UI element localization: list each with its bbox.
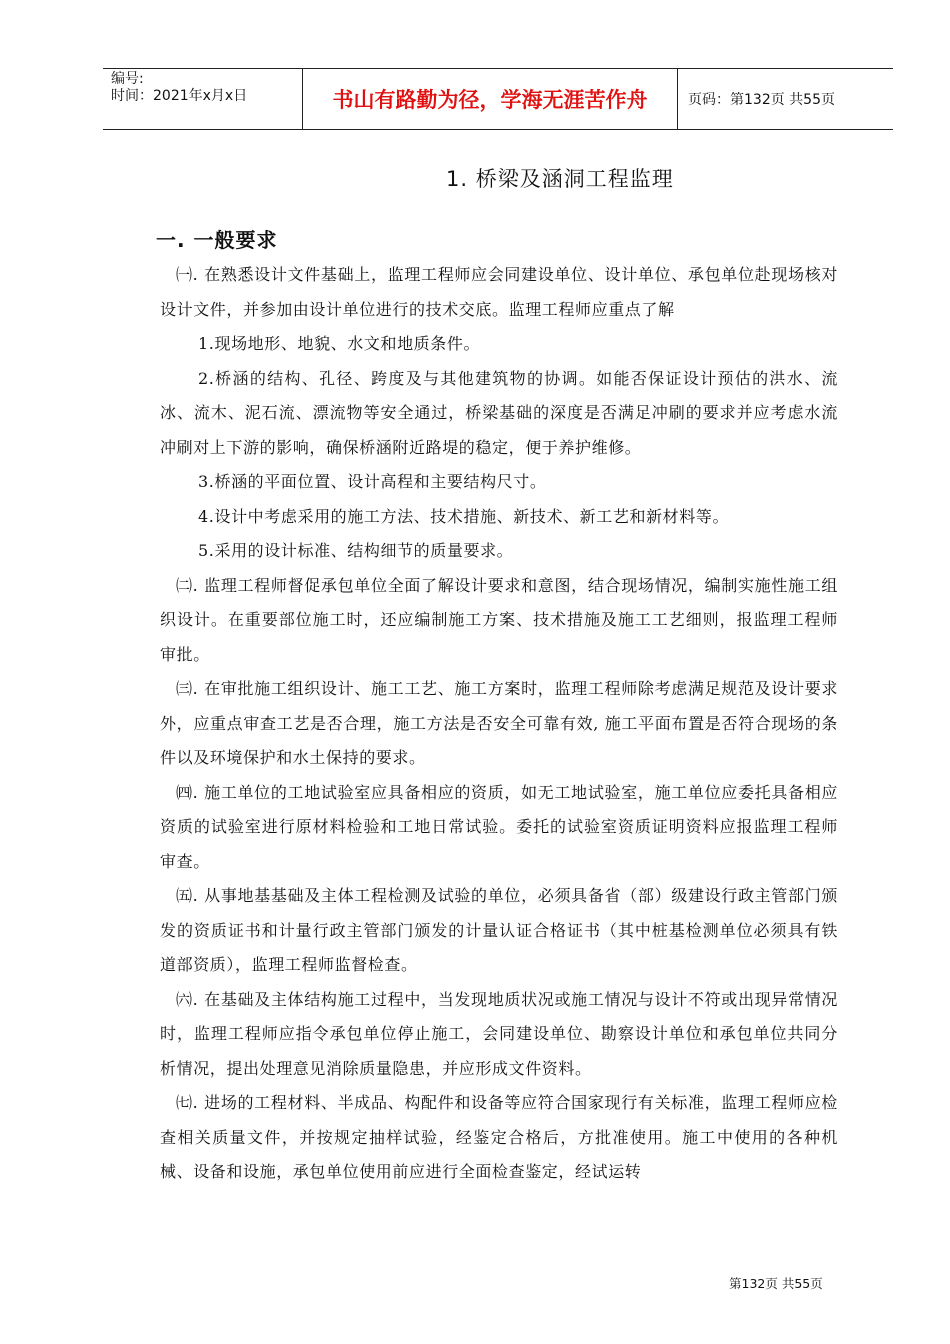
clause-paragraph: ㈢. 在审批施工组织设计、施工工艺、施工方案时，监理工程师除考虑满足规范及设计要求外，应重点审查工艺是否合理，施工方法是否安全可靠有效, 施工平面布置是否符合现场的条件以及环境保护和水土保持的要求。 xyxy=(160,679,838,767)
clause-paragraph: ㈦. 进场的工程材料、半成品、构配件和设备等应符合国家现行有关标准，监理工程师应检查相关质量文件，并按规定抽样试验，经鉴定合格后，方批准使用。施工中使用的各种机械、设备和设施，承包单位使用前应进行全面检查鉴定，经试运转 xyxy=(160,1093,838,1181)
list-item: 5.采用的设计标准、结构细节的质量要求。 xyxy=(198,541,514,560)
list-item: 2.桥涵的结构、孔径、跨度及与其他建筑物的协调。如能否保证设计预估的洪水、流冰、流木、泥石流、漂流物等安全通过，桥梁基础的深度是否满足冲刷的要求并应考虑水流冲刷对上下游的影响，确保桥涵附近路堤的稳定，便于养护维修。 xyxy=(160,368,838,457)
number-label: 编号: xyxy=(111,71,144,87)
page-footer: 第132页 共55页 xyxy=(729,1276,823,1291)
header-meta xyxy=(103,69,303,129)
clause-paragraph: ㈡. 监理工程师督促承包单位全面了解设计要求和意图，结合现场情况，编制实施性施工组织设计。在重要部位施工时，还应编制施工方案、技术措施及施工工艺细则，报监理工程师审批。 xyxy=(160,575,838,664)
header-page-number: 页码：第132页 共55页 xyxy=(688,92,835,108)
section-heading: 一. 一般要求 xyxy=(156,228,278,252)
clause-paragraph: ㈣. 施工单位的工地试验室应具备相应的资质，如无工地试验室，施工单位应委托具备相应资质的试验室进行原材料检验和工地日常试验。委托的试验室资质证明资料应报监理工程师审查。 xyxy=(160,782,838,871)
clause-paragraph: ㈥. 在基础及主体结构施工过程中，当发现地质状况或施工情况与设计不符或出现异常情况时，监理工程师应指令承包单位停止施工，会同建设单位、勘察设计单位和承包单位共同分析情况，提出处理意见消除质量隐患，并应形成文件资料。 xyxy=(160,989,838,1078)
document-title: 1. 桥梁及涵洞工程监理 xyxy=(446,167,674,191)
body-text xyxy=(160,258,838,1190)
page-header xyxy=(103,68,893,130)
list-item: 1.现场地形、地貌、水文和地质条件。 xyxy=(198,334,481,353)
list-item: 3.桥涵的平面位置、设计高程和主要结构尺寸。 xyxy=(198,472,547,491)
header-motto: 书山有路勤为径，学海无涯苦作舟 xyxy=(303,69,678,129)
time-label: 时间：2021年x月x日 xyxy=(111,88,248,104)
clause-paragraph: ㈠. 在熟悉设计文件基础上，监理工程师应会同建设单位、设计单位、承包单位赴现场核对设计文件，并参加由设计单位进行的技术交底。监理工程师应重点了解 xyxy=(160,265,838,319)
list-item: 4.设计中考虑采用的施工方法、技术措施、新技术、新工艺和新材料等。 xyxy=(198,506,730,526)
clause-paragraph: ㈤. 从事地基基础及主体工程检测及试验的单位，必须具备省（部）级建设行政主管部门颁发的资质证书和计量行政主管部门颁发的计量认证合格证书（其中桩基检测单位必须具有铁道部资质），监理工程师监督检查。 xyxy=(160,886,838,974)
